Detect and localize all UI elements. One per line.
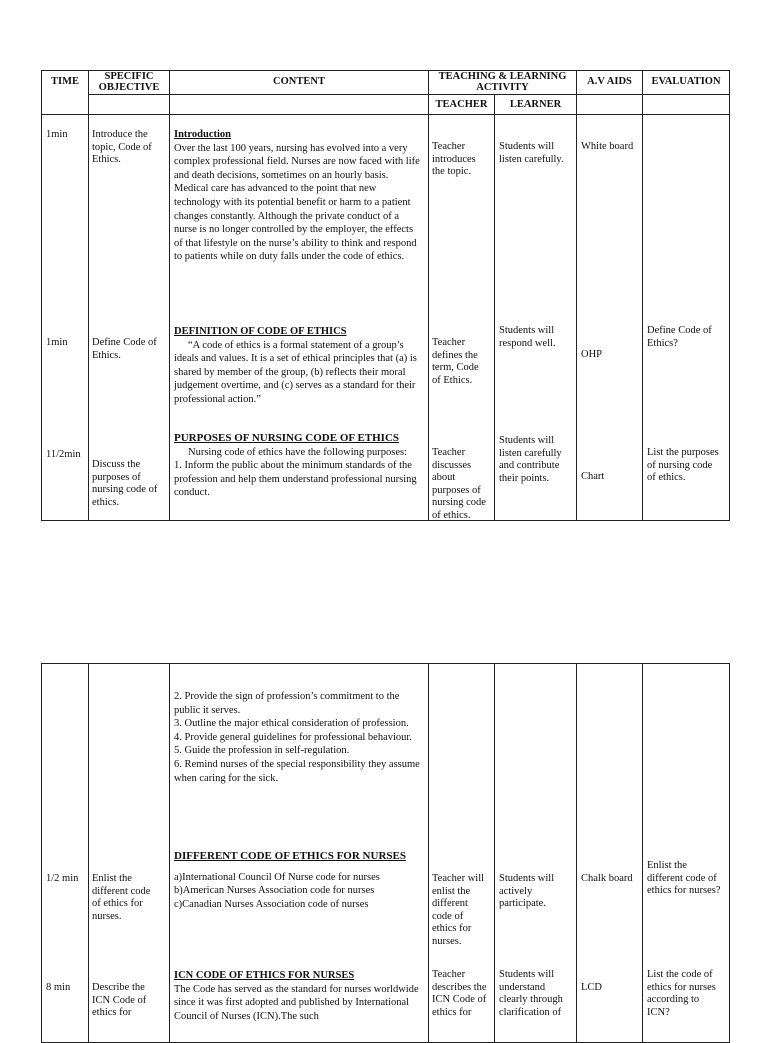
objective-cell: Describe the ICN Code of ethics for (92, 982, 147, 1018)
content-column (170, 664, 429, 1043)
header-subcell-empty (643, 95, 730, 115)
evaluation-column (643, 115, 730, 521)
header-specific-objective: SPECIFIC OBJECTIVE (89, 71, 170, 95)
intro-paragraph: Over the last 100 years, nursing has evolved into a very complex professional field. Nurses are now faced with life and death decisions, sometimes on an hourly basis. Medical care has advanced to the point that new technology with its potential benefit or harm to a patient changes constantly. Although the private conduct of a nurse is no longer controlled by the employer, the effects of that lifestyle on the nurse’s ability to think and respond to patients while on duty falls under the code of ethics. (174, 142, 420, 263)
evaluation-column (643, 664, 730, 1043)
objective-cell: Define Code of Ethics. (92, 337, 157, 361)
time-column (42, 115, 89, 521)
av-aids-column (577, 664, 643, 1043)
purposes-intro: Nursing code of ethics have the following purposes: (188, 446, 407, 458)
header-subcell-empty (89, 95, 170, 115)
av-aids-cell: Chalk board (581, 873, 633, 884)
content-definition-block (174, 325, 424, 407)
teacher-column (429, 115, 495, 521)
evaluation-cell: List the purposes of nursing code of ethics. (647, 447, 719, 483)
objective-cell: Discuss the purposes of nursing code of ethics. (92, 459, 158, 508)
teacher-column (429, 664, 495, 1043)
purposes-list-continued: 2. Provide the sign of profession’s commitment to the public it serves. 3. Outline the major ethical consideration of profession. 4. Provide general guidelines for professional behaviour. 5. Guide the profession in self-regulation. 6. Remind nurses of the special responsibility they assume when caring for the sick. (174, 691, 420, 784)
header-subcell-empty (170, 95, 429, 115)
section-title-introduction: Introduction (174, 129, 231, 140)
evaluation-cell: List the code of ethics for nurses according to ICN? (647, 969, 716, 1018)
time-cell: 1min (46, 129, 68, 140)
teacher-cell: Teacher will enlist the different code of ethics for nurses. (432, 873, 485, 947)
header-learner: LEARNER (495, 95, 577, 115)
evaluation-cell: Enlist the different code of ethics for nurses? (647, 860, 721, 896)
time-cell: 1min (46, 337, 68, 348)
objective-column (89, 115, 170, 521)
header-evaluation: EVALUATION (643, 71, 730, 95)
learner-cell: Students will listen carefully. (499, 141, 564, 165)
section-title-definition: DEFINITION OF CODE OF ETHICS (174, 326, 347, 337)
teacher-cell: Teacher defines the term, Code of Ethics. (432, 337, 479, 386)
av-aids-cell: OHP (581, 349, 603, 360)
content-purposes-block (174, 432, 424, 500)
header-teacher: TEACHER (429, 95, 495, 115)
time-cell: 8 min (46, 982, 71, 993)
time-cell: 11/2min (46, 449, 81, 460)
header-time: TIME (42, 71, 89, 115)
av-aids-cell: Chart (581, 471, 605, 482)
learner-column (495, 115, 577, 521)
objective-cell: Enlist the different code of ethics for nurses. (92, 873, 151, 922)
time-cell: 1/2 min (46, 873, 79, 884)
learner-cell: Students will actively participate. (499, 873, 555, 909)
lesson-plan-table-page1 (41, 70, 730, 521)
content-intro-block (174, 128, 424, 264)
header-teaching-learning-activity: TEACHING & LEARNING ACTIVITY (429, 71, 577, 95)
objective-column (89, 664, 170, 1043)
lesson-plan-table-page2 (41, 663, 730, 1043)
av-aids-cell: White board (581, 141, 634, 152)
different-codes-list: a)International Council Of Nurse code for nurses b)American Nurses Association code for nurses c)Canadian Nurses Association code of nurses (174, 871, 380, 910)
header-av-aids: A.V AIDS (577, 71, 643, 95)
purposes-item-1: 1. Inform the public about the minimum standards of the profession and help them understand professional nursing conduct. (174, 460, 417, 499)
content-different-codes-block (174, 850, 424, 911)
teacher-cell: Teacher introduces the topic. (432, 141, 476, 177)
learner-cell: Students will listen carefully and contribute their points. (499, 435, 562, 484)
definition-paragraph: “A code of ethics is a formal statement of a group’s ideals and values. It is a set of ethical principles that (a) is shared by member of the group, (b) reflects their moral judgement overtime, and (c) serves as a standard for their professional action.” (174, 339, 417, 405)
header-content: CONTENT (170, 71, 429, 95)
learner-cell: Students will understand clearly through clarification of (499, 969, 563, 1018)
learner-cell: Students will respond well. (499, 325, 556, 349)
header-subcell-empty (577, 95, 643, 115)
av-aids-column (577, 115, 643, 521)
learner-column (495, 664, 577, 1043)
time-column (42, 664, 89, 1043)
icn-paragraph: The Code has served as the standard for nurses worldwide since it was first adopted and published by International Council of Nurses (ICN).The such (174, 983, 419, 1022)
section-title-icn-code: ICN CODE OF ETHICS FOR NURSES (174, 970, 355, 981)
section-title-purposes: PURPOSES OF NURSING CODE OF ETHICS (174, 432, 400, 444)
teacher-cell: Teacher discusses about purposes of nursing code of ethics. (432, 447, 486, 521)
evaluation-cell: Define Code of Ethics? (647, 325, 712, 349)
content-column (170, 115, 429, 521)
teacher-cell: Teacher describes the ICN Code of ethics for (432, 969, 487, 1018)
section-title-different-codes: DIFFERENT CODE OF ETHICS FOR NURSES (174, 850, 406, 862)
content-icn-block (174, 969, 424, 1023)
objective-cell: Introduce the topic, Code of Ethics. (92, 129, 152, 165)
av-aids-cell: LCD (581, 982, 602, 993)
